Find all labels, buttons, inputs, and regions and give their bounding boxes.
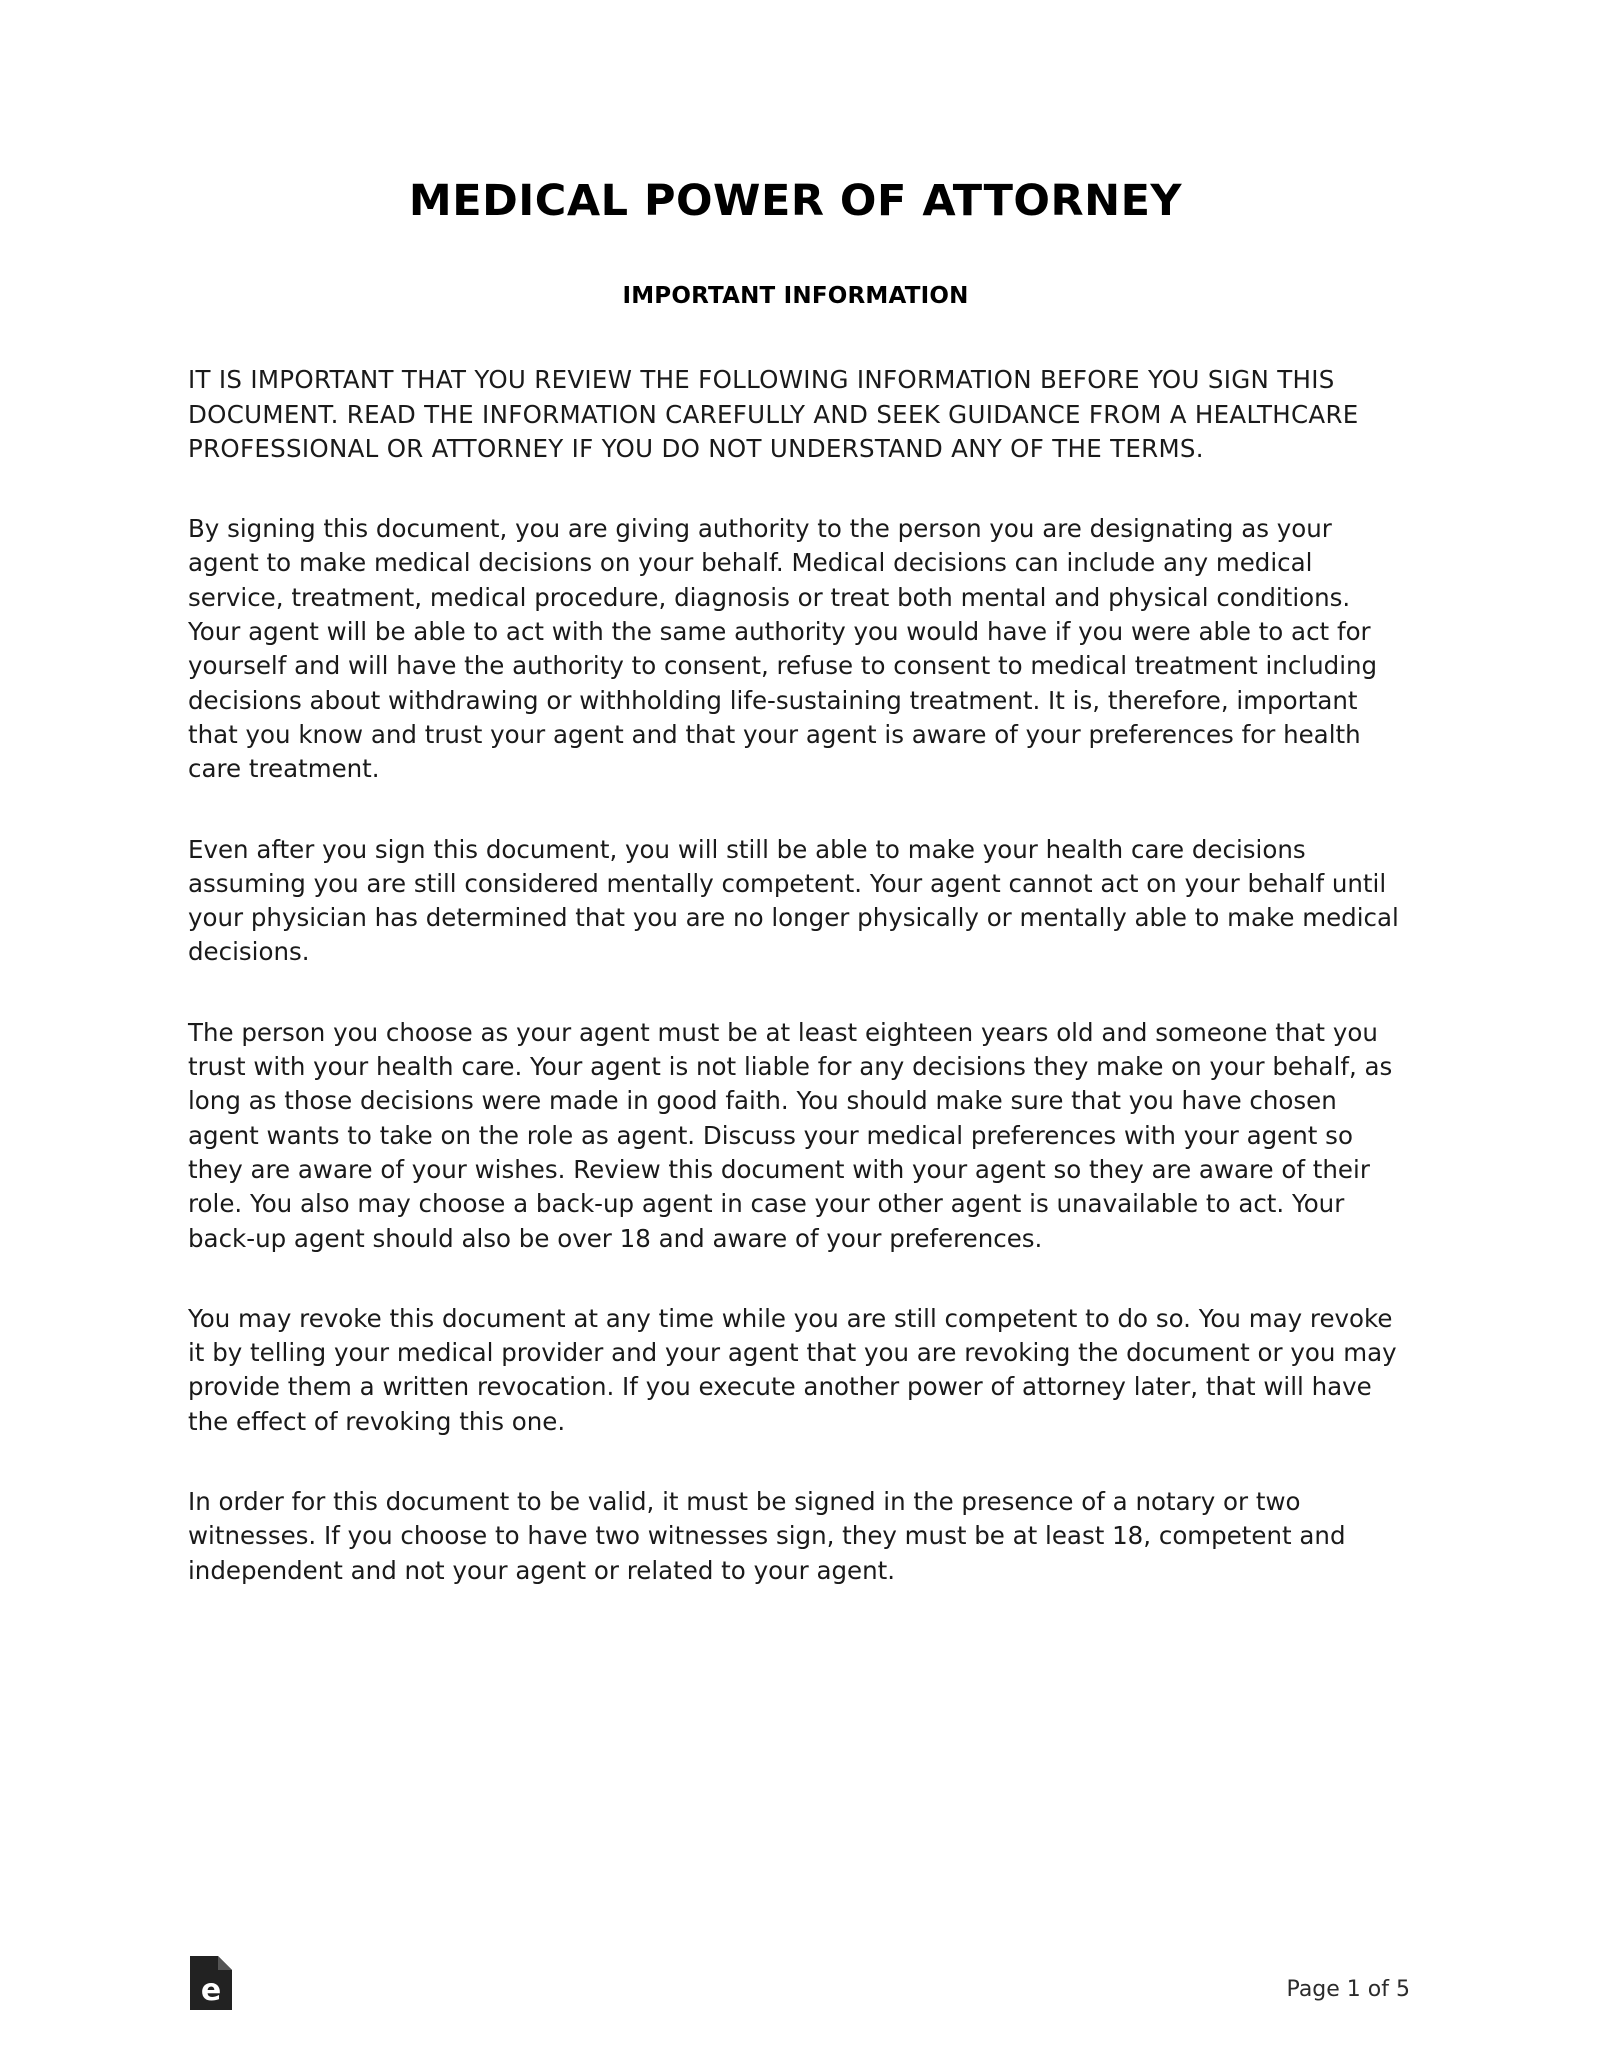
paragraph-authority: By signing this document, you are giving authority to the person you are designating as your agent to make medical decisions on your behalf. Medical decisions can include any medical service, treatment, medical procedure, diagnosis or treat both mental and physical conditions. Your agent will be able to act with the same authority you would have if you were able to act for yourself and will have the authority to consent, refuse to consent to medical treatment including decisions about withdrawing or withholding life-sustaining treatment. It is, therefore, important that you know and trust your agent and that your agent is aware of your preferences for health care treatment. (188, 514, 1378, 784)
svg-text:e: e (200, 1973, 222, 2008)
eforms-logo-icon (188, 1954, 234, 2012)
paragraph-revocation: You may revoke this document at any time while you are still competent to do so. You may revoke it by telling your medical provider and your agent that you are revoking the document or you may provide them a written revocation. If you execute another power of attorney later, that will have the effect of revoking this one. (188, 1303, 1397, 1436)
page-footer (0, 1930, 1600, 2070)
page-title: MEDICAL POWER OF ATTORNEY (408, 176, 1183, 226)
page-number: Page 1 of 5 (1286, 1977, 1410, 2002)
paragraph-agent-requirements: The person you choose as your agent must be at least eighteen years old and someone that you trust with your health care. Your agent is not liable for any decisions they make on your behalf, as long as those decisions were made in good faith. You should make sure that you have chosen agent wants to take on the role as agent. Discuss your medical preferences with your agent so they are aware of your wishes. Review this document with your agent so they are aware of their role. You also may choose a back-up agent in case your other agent is unavailable to act. Your back-up agent should also be over 18 and aware of your preferences. (188, 1017, 1393, 1253)
paragraph-competency: Even after you sign this document, you will still be able to make your health care decisions assuming you are still considered mentally competent. Your agent cannot act on your behalf until your physician has determined that you are no longer physically or mentally able to make medical decisions. (188, 834, 1399, 967)
section-heading-important-information: IMPORTANT INFORMATION (622, 283, 969, 310)
paragraph-notice: IT IS IMPORTANT THAT YOU REVIEW THE FOLLOWING INFORMATION BEFORE YOU SIGN THIS DOCUMENT. READ THE INFORMATION CAREFULLY AND SEEK GUIDANCE FROM A HEALTHCARE PROFESSIONAL OR ATTORNEY IF YOU DO NOT UNDERSTAND ANY OF THE TERMS. (188, 365, 1359, 463)
document-body (188, 0, 1403, 1588)
paragraph-validity: In order for this document to be valid, it must be signed in the presence of a notary or two witnesses. If you choose to have two witnesses sign, they must be at least 18, competent and independent and not your agent or related to your agent. (188, 1487, 1346, 1585)
